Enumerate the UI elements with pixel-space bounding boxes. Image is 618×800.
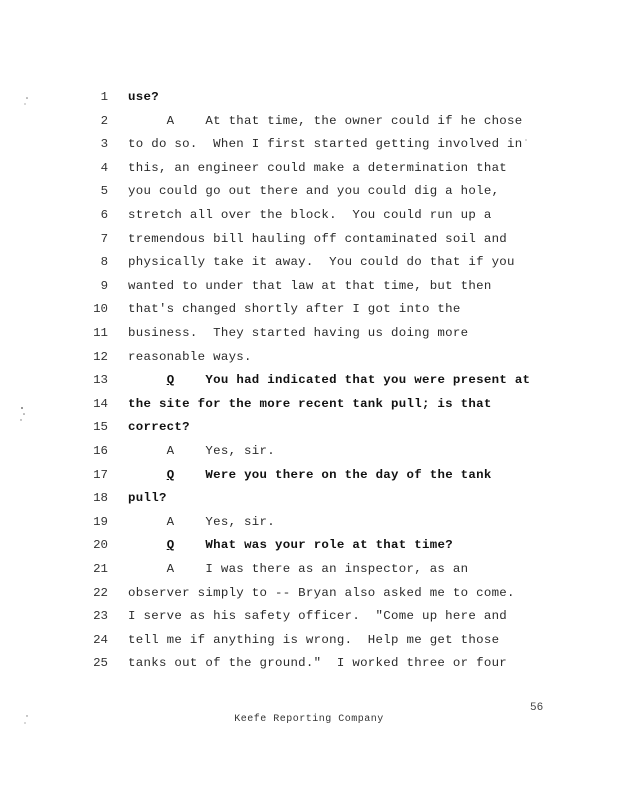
line-number: 1: [100, 90, 108, 104]
line-number: 20: [93, 538, 108, 553]
line-text: tanks out of the ground." I worked three or four: [128, 656, 508, 671]
line-number: 19: [93, 514, 108, 529]
line-number: 8: [100, 255, 108, 270]
question-marker: Q: [166, 538, 175, 553]
line-text: this, an engineer could make a determination that: [128, 160, 508, 175]
line-number: 5: [100, 184, 108, 199]
line-number: 21: [93, 562, 108, 576]
line-text: tremendous bill hauling off contaminated soil and: [128, 231, 508, 246]
line-text: A I was there as an inspector, as an: [128, 562, 469, 576]
line-text: use?: [128, 90, 159, 104]
line-text: tell me if anything is wrong. Help me get those: [128, 632, 500, 647]
line-text: A At that time, the owner could if he chose: [128, 113, 523, 128]
line-number: 10: [93, 302, 108, 317]
line-text: correct?: [128, 420, 190, 435]
line-text: A Yes, sir.: [128, 514, 275, 529]
line-text: you could go out there and you could dig a hole,: [128, 184, 500, 199]
question-marker: Q: [166, 467, 175, 482]
line-number: 12: [93, 349, 108, 364]
line-text: reasonable ways.: [128, 349, 252, 364]
line-number: 14: [93, 396, 108, 411]
line-number: 24: [93, 632, 108, 647]
line-number: 2: [100, 113, 108, 128]
line-text: pull?: [128, 491, 167, 506]
line-number: 11: [93, 326, 108, 340]
line-text: business. They started having us doing more: [128, 326, 469, 340]
line-number: 9: [100, 278, 108, 293]
line-number: 3: [100, 137, 108, 152]
line-number: 25: [93, 656, 108, 671]
line-number: 16: [93, 444, 108, 458]
line-text: wanted to under that law at that time, but then: [128, 278, 492, 293]
line-text: the site for the more recent tank pull; is that: [128, 396, 492, 411]
question-text: What was your role at that time?: [205, 538, 453, 553]
line-text: I serve as his safety officer. "Come up here and: [128, 609, 508, 624]
question-marker: Q: [166, 373, 175, 388]
line-text: physically take it away. You could do that if you: [128, 255, 515, 270]
line-number: 18: [93, 491, 108, 506]
question-text: Were you there on the day of the tank: [205, 467, 492, 482]
line-number: 22: [93, 585, 108, 600]
page-number: 56: [530, 702, 544, 714]
line-text: observer simply to -- Bryan also asked me to come.: [128, 585, 515, 600]
line-text: A Yes, sir.: [128, 444, 275, 458]
question-text: You had indicated that you were present at: [205, 373, 531, 388]
line-number: 7: [100, 231, 108, 246]
line-number: 13: [93, 373, 108, 388]
footer-reporter-name: Keefe Reporting Company: [234, 714, 384, 725]
line-number: 23: [93, 609, 108, 624]
line-number: 4: [100, 160, 108, 175]
line-text: to do so. When I first started getting involved in: [128, 137, 523, 152]
line-number: 15: [93, 420, 108, 435]
line-number: 6: [100, 208, 108, 222]
line-number: 17: [93, 467, 108, 482]
line-text: stretch all over the block. You could run up a: [128, 208, 492, 222]
line-text: that's changed shortly after I got into the: [128, 302, 461, 317]
